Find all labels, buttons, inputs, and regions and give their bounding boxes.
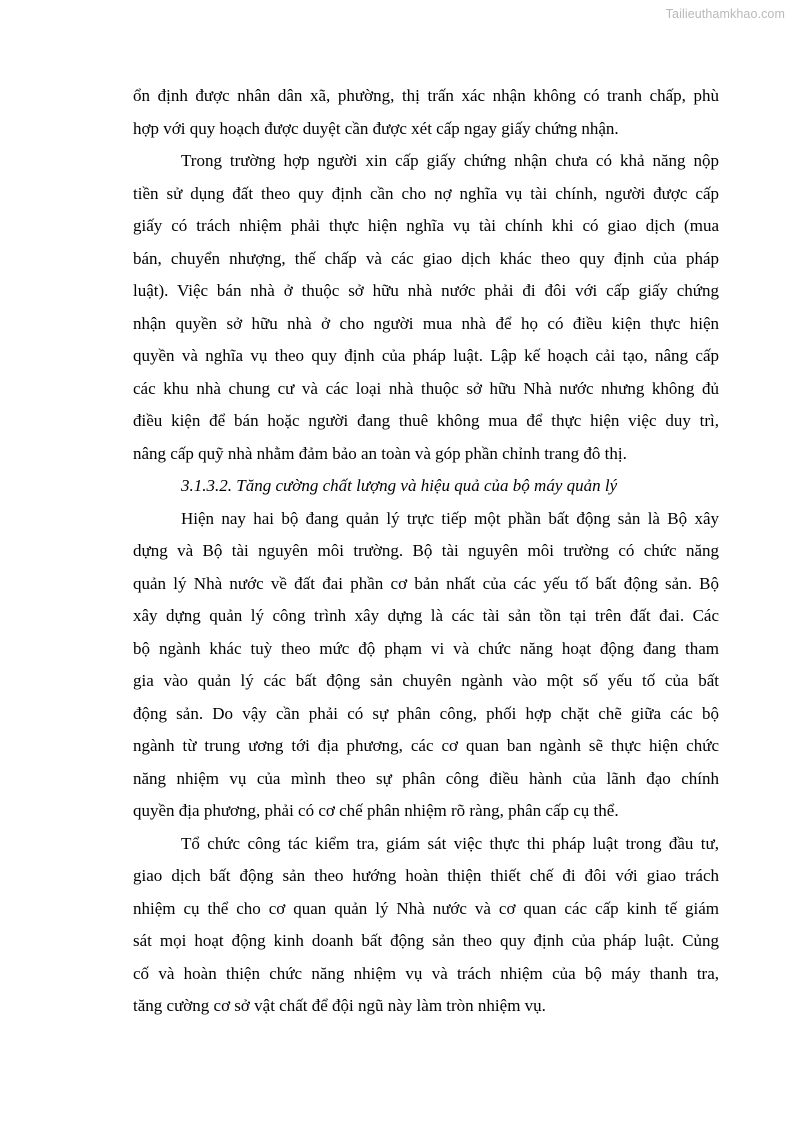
watermark-text: Tailieuthamkhao.com	[665, 7, 785, 21]
text-line: nhận quyền sở hữu nhà ở cho người mua nhà để họ có điều kiện thực hiện	[133, 313, 719, 333]
text-line: dựng và Bộ tài nguyên môi trường. Bộ tài nguyên môi trường có chức năng	[133, 541, 719, 560]
paragraph	[133, 80, 719, 145]
text-line: nâng cấp quỹ nhà nhằm đảm bảo an toàn và góp phần chỉnh trang đô thị.	[133, 443, 627, 463]
text-line: giao dịch bất động sản theo hướng hoàn thiện thiết chế đi đôi với giao trách	[133, 866, 719, 885]
section-heading	[133, 470, 719, 503]
paragraph	[133, 503, 719, 828]
text-line: ổn định được nhân dân xã, phường, thị trấn xác nhận không có tranh chấp, phù	[133, 86, 719, 105]
text-line: nhiệm cụ thể cho cơ quan quản lý Nhà nước và cơ quan các cấp kinh tế giám	[133, 898, 719, 918]
text-line: tăng cường cơ sở vật chất để đội ngũ này làm tròn nhiệm vụ.	[133, 996, 546, 1015]
text-line: bộ ngành khác tuỳ theo mức độ phạm vi và chức năng hoạt động đang tham	[133, 638, 719, 658]
paragraph	[133, 145, 719, 470]
text-line: Hiện nay hai bộ đang quản lý trực tiếp một phần bất động sản là Bộ xây	[181, 508, 719, 528]
text-line: hợp với quy hoạch được duyệt cần được xét cấp ngay giấy chứng nhận.	[133, 118, 619, 138]
text-line: giấy có trách nhiệm phải thực hiện nghĩa vụ tài chính khi có giao dịch (mua	[133, 216, 719, 235]
text-line: sát mọi hoạt động kinh doanh bất động sản theo quy định của pháp luật. Củng	[133, 931, 719, 950]
text-line: tiền sử dụng đất theo quy định cần cho nợ nghĩa vụ tài chính, người được cấp	[133, 183, 719, 203]
text-line: quyền địa phương, phải có cơ chế phân nhiệm rõ ràng, phân cấp cụ thể.	[133, 801, 619, 820]
section-heading-text: 3.1.3.2. Tăng cường chất lượng và hiệu quả của bộ máy quản lý	[181, 476, 618, 495]
text-line: quản lý Nhà nước về đất đai phần cơ bản nhất của các yếu tố bất động sản. Bộ	[133, 573, 719, 593]
text-line: điều kiện để bán hoặc người đang thuê không mua để thực hiện việc duy trì,	[133, 411, 719, 430]
text-line: luật). Việc bán nhà ở thuộc sở hữu nhà nước phải đi đôi với cấp giấy chứng	[133, 281, 719, 300]
document-body	[133, 80, 719, 1023]
text-line: gia vào quản lý các bất động sản chuyên ngành vào một số yếu tố của bất	[133, 671, 719, 690]
text-line: các khu nhà chung cư và các loại nhà thuộc sở hữu Nhà nước nhưng không đủ	[133, 378, 719, 398]
text-line: quyền và nghĩa vụ theo quy định của pháp luật. Lập kế hoạch cải tạo, nâng cấp	[133, 346, 719, 365]
text-line: năng nhiệm vụ của mình theo sự phân công điều hành của lãnh đạo chính	[133, 768, 719, 788]
text-line: động sản. Do vậy cần phải có sự phân công, phối hợp chặt chẽ giữa các bộ	[133, 703, 719, 723]
text-line: Trong trường hợp người xin cấp giấy chứng nhận chưa có khả năng nộp	[181, 151, 719, 170]
text-line: Tổ chức công tác kiểm tra, giám sát việc thực thi pháp luật trong đầu tư,	[181, 833, 719, 853]
paragraph	[133, 828, 719, 1023]
text-line: cố và hoàn thiện chức năng nhiệm vụ và trách nhiệm của bộ máy thanh tra,	[133, 963, 719, 983]
text-line: bán, chuyển nhượng, thế chấp và các giao dịch khác theo quy định của pháp	[133, 248, 719, 268]
text-line: ngành từ trung ương tới địa phương, các cơ quan ban ngành sẽ thực hiện chức	[133, 736, 719, 755]
text-line: xây dựng quản lý công trình xây dựng là các tài sản tồn tại trên đất đai. Các	[133, 606, 719, 625]
